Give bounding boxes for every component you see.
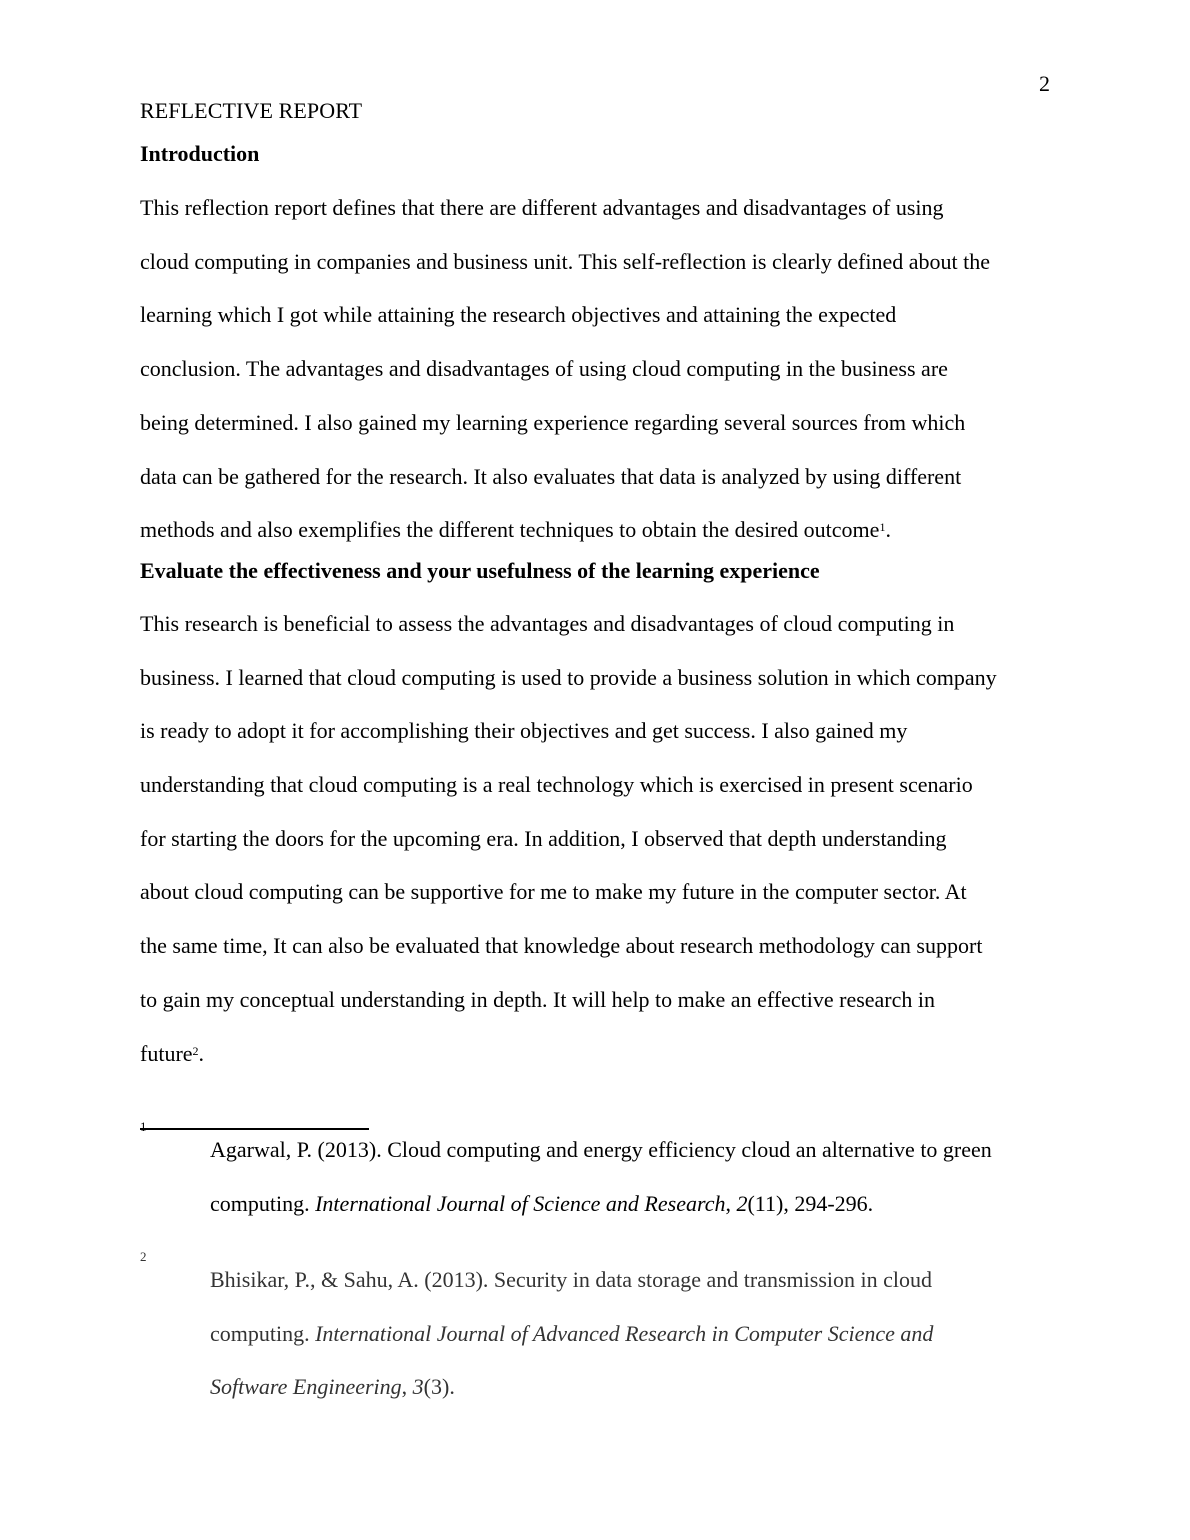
paragraph-line: being determined. I also gained my learning experience regarding several sources from which [140, 409, 966, 435]
citation-text: computing. [210, 1320, 316, 1346]
footnote-reference-1[interactable]: 1 [879, 520, 886, 535]
footnote-citation [210, 1253, 1055, 1414]
citation-text: computing. [210, 1190, 316, 1216]
citation-line: Agarwal, P. (2013). Cloud computing and energy efficiency cloud an alternative to green [210, 1137, 992, 1162]
paragraph-line: This research is beneficial to assess the advantages and disadvantages of cloud computing in [140, 610, 955, 636]
paragraph-line: understanding that cloud computing is a real technology which is exercised in present scenario [140, 772, 973, 798]
journal-title: International Journal of Science and Research [315, 1190, 726, 1216]
paragraph-line [140, 1027, 1055, 1081]
introduction-paragraph [140, 181, 1055, 557]
citation-line [210, 1360, 1055, 1414]
paragraph-line: about cloud computing can be supportive for me to make my future in the computer sector. At [140, 879, 967, 905]
journal-title-continued: Software Engineering [210, 1374, 402, 1400]
paragraph-line-text: methods and also exemplifies the different techniques to obtain the desired outcome [140, 517, 880, 543]
paragraph-line: cloud computing in companies and business unit. This self-reflection is clearly defined about the [140, 248, 991, 274]
page-number: 2 [1039, 71, 1050, 96]
journal-volume: 2 [736, 1190, 748, 1216]
line-punctuation: . [885, 517, 891, 543]
citation-line [210, 1307, 1055, 1361]
footnote-number: 1 [140, 1119, 147, 1134]
footnote-number: 2 [140, 1249, 147, 1264]
paragraph-line-text: future [140, 1040, 193, 1066]
paragraph-line [140, 503, 1055, 557]
citation-separator: , [725, 1190, 737, 1216]
running-head: REFLECTIVE REPORT [140, 98, 363, 123]
paragraph-line: This reflection report defines that there are different advantages and disadvantages of using [140, 195, 944, 220]
document-body [140, 140, 1055, 1080]
citation-separator: , [401, 1374, 413, 1400]
journal-volume: 3 [412, 1374, 424, 1400]
footnote-reference-2[interactable]: 2 [192, 1043, 199, 1058]
paragraph-line: to gain my conceptual understanding in depth. It will help to make an effective research in [140, 986, 935, 1012]
journal-title: International Journal of Advanced Research in Computer Science and [315, 1320, 934, 1346]
citation-line [210, 1177, 1055, 1231]
footnote-citation [210, 1123, 1055, 1230]
section-heading-evaluation: Evaluate the effectiveness and your usefulness of the learning experience [140, 557, 820, 583]
paragraph-line: the same time, It can also be evaluated that knowledge about research methodology can support [140, 933, 983, 959]
line-punctuation: . [198, 1040, 205, 1066]
citation-issue: (3). [423, 1374, 455, 1400]
footnote-2 [140, 1249, 1055, 1414]
paragraph-line: data can be gathered for the research. It also evaluates that data is analyzed by using different [140, 463, 962, 489]
paragraph-line: learning which I got while attaining the research objectives and attaining the expected [140, 302, 897, 328]
paragraph-line: business. I learned that cloud computing is used to provide a business solution in which company [140, 664, 997, 690]
paragraph-line: conclusion. The advantages and disadvantages of using cloud computing in the business are [140, 356, 948, 382]
citation-issue-pages: (11), 294-296. [747, 1190, 874, 1216]
citation-line: Bhisikar, P., & Sahu, A. (2013). Security in data storage and transmission in cloud [210, 1267, 932, 1292]
paragraph-line: for starting the doors for the upcoming era. In addition, I observed that depth understanding [140, 825, 947, 851]
evaluation-paragraph [140, 597, 1055, 1080]
paragraph-line: is ready to adopt it for accomplishing their objectives and get success. I also gained my [140, 718, 908, 744]
section-heading-introduction: Introduction [140, 141, 260, 166]
footnote-1 [140, 1119, 1055, 1230]
